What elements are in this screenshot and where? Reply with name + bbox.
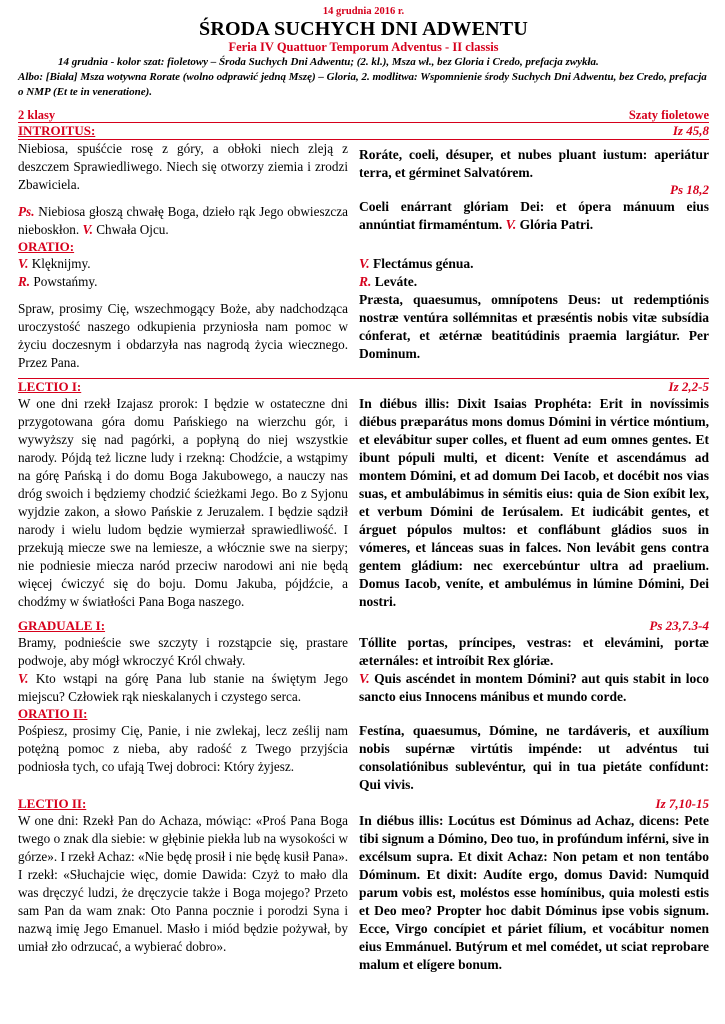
- rubric-line-2: Albo: [Biała] Msza wotywna Rorate (wolno odprawić jedną Mszę) – Gloria, 2. modlitwa: Wspomnienie środy Suchych Dni Adwentu, bez Credo, prefacja o NMP (Et te in veneratione).: [18, 71, 707, 98]
- versicle-mark: V.: [18, 256, 29, 271]
- response-mark: R.: [359, 274, 372, 289]
- introitus-header: [18, 123, 709, 140]
- lectio1-header: [18, 378, 709, 395]
- graduale-v-la: Quis ascéndet in montem Dómini? aut quis stabit in loco sancto eius Innocens mánibus et mundo corde.: [359, 671, 709, 704]
- lectio2-section: [18, 812, 709, 974]
- graduale-versicle-pl: [18, 670, 348, 706]
- graduale-section: [18, 634, 709, 706]
- gloria-la: Glória Patri.: [519, 217, 594, 232]
- page-title: ŚRODA SUCHYCH DNI ADWENTU: [199, 18, 528, 40]
- rubric-line-1: 14 grudnia - kolor szat: fioletowy – Środa Suchych Dni Adwentu; (2. kl.), Msza wł., bez Gloria i Credo, prefacja zwykła.: [58, 56, 599, 68]
- lectio1-section: [18, 395, 709, 611]
- oratio2-heading: ORATIO II:: [18, 706, 88, 721]
- oratio-response-pl: [18, 273, 348, 291]
- missal-page: [18, 5, 709, 974]
- oratio-r-pl: Powstańmy.: [33, 274, 98, 289]
- lectio2-header: [18, 796, 709, 812]
- oratio-r-la: Leváte.: [374, 274, 418, 289]
- versicle-mark: V.: [359, 256, 370, 271]
- ps-mark: Ps.: [18, 204, 35, 219]
- oratio2-pl: Pośpiesz, prosimy Cię, Panie, i nie zwlekaj, lecz ześlij nam potężną pomoc z nieba, aby radość z Twego przyjścia podniosła tych, co ufają Twej dobroci: Który żyjesz.: [18, 723, 348, 774]
- introitus-psalm-la-text: Coeli enárrant glóriam Dei: et ópera mánuum eius annúntiat firmaméntum.: [359, 199, 709, 232]
- oratio-section: [18, 239, 709, 372]
- rubric-info: [18, 55, 709, 100]
- vestments-label: Szaty fioletowe: [628, 108, 709, 122]
- introitus-psalm-la: [359, 198, 709, 234]
- oratio-versicle-pl: [18, 255, 348, 273]
- introitus-la: Roráte, coeli, désuper, et nubes pluant iustum: aperiátur terra, et gérminet Salvatórem.: [359, 147, 709, 180]
- graduale-pl: Bramy, podnieście swe szczyty i rozstąpcie się, prastare podwoje, aby mógł wkroczyć Król chwały.: [18, 635, 348, 668]
- introitus-section: [18, 140, 709, 239]
- gloria-pl: Chwała Ojcu.: [96, 222, 169, 237]
- oratio-heading: ORATIO:: [18, 239, 75, 254]
- graduale-header: [18, 618, 709, 634]
- oratio-versicle-la: [359, 255, 709, 273]
- oratio-v-pl: Klęknijmy.: [31, 256, 91, 271]
- lectio1-ref: Iz 2,2-5: [668, 379, 709, 394]
- class-label: 2 klasy: [18, 108, 56, 122]
- date-line: 14 grudnia 2016 r.: [322, 6, 405, 17]
- lectio1-la: In diébus illis: Dixit Isaias Prophéta: Erit in novíssimis diébus præparátus mons domus Dómini in vértice móntium, et elevábitur super colles, et fluent ad eum omnes gentes. Et ibunt pópuli multi, et dicent: Veníte et ascendámus ad montem Dómini, et ad domum Dei Iacob, et docébit nos vias suas, et ambulábimus in sémitis eius: quia de Sion exíbit lex, et verbum Dómini de Ierúsalem. Et iudicábit gentes, et árguet pópulos multos: et conflábunt gládios suos in vómeres, et lánceas suas in falces. Non levábit gens contra gentem gládium: nec exercebúntur ultra ad praelium. Domus Iacob, veníte, et ambulémus in lúmine Dómini, Dei nostri.: [359, 396, 709, 609]
- class-row: [18, 108, 709, 123]
- oratio-response-la: [359, 273, 709, 291]
- introitus-psalm-pl-text: Niebiosa głoszą chwałę Boga, dzieło rąk Jego obwieszcza nieboskłon.: [18, 204, 348, 237]
- graduale-heading: GRADUALE I:: [18, 618, 106, 633]
- graduale-la: Tóllite portas, príncipes, vestras: et elevámini, portæ æternáles: et introíbit Rex glóriæ.: [359, 635, 709, 668]
- graduale-ref: Ps 23,7.3-4: [649, 618, 709, 633]
- lectio2-la: In diébus illis: Locútus est Dóminus ad Achaz, dicens: Pete tibi signum a Dómino, Deo tuo, in profúndum inférni, sive in excélsum supra. Et dixit Achaz: Non petam et non tentábo Dóminum. Et dixit: Audíte ergo, domus David: Numquid parum vobis est, moléstos esse homínibus, quia molesti estis et Deo meo? Propter hoc dabit Dóminus ipse vobis signum. Ecce, Virgo concípiet et páriet fílium, et vocábitur nomen eius Emmánuel. Butýrum et mel comédet, ut sciat reprobare malum et elígere bonum.: [359, 813, 709, 972]
- introitus-psalm-pl: [18, 203, 348, 239]
- introitus-pl: Niebiosa, spuśćcie rosę z góry, a obłoki niech zleją z deszczem Sprawiedliwego. Niech się otworzy ziemia i zrodzi Zbawiciela.: [18, 141, 348, 192]
- response-mark: R.: [18, 274, 31, 289]
- oratio-la: Præsta, quaesumus, omnípotens Deus: ut redemptiónis nostræ ventúra sollémnitas et præséntis nobis vitæ subsídia cónferat, et ætérnæ beatitúdinis praemia largiátur. Per Dominum.: [359, 292, 709, 361]
- versicle-mark: V.: [82, 222, 93, 237]
- oratio-v-la: Flectámus génua.: [373, 256, 474, 271]
- introitus-ref: Iz 45,8: [672, 123, 709, 138]
- oratio-pl: Spraw, prosimy Cię, wszechmogący Boże, aby nadchodząca uroczystość naszego odkupienia przyniosła nam pomoc w życiu doczesnym i obdarzyła nas nagrodą życia wiecznego. Przez Pana.: [18, 301, 348, 370]
- graduale-versicle-la: [359, 670, 709, 706]
- graduale-v-pl: Kto wstąpi na górę Pana lub stanie na świętym Jego miejscu? Człowiek rąk nieskalanych i czystego serca.: [18, 671, 348, 704]
- versicle-mark: V.: [505, 217, 517, 232]
- versicle-mark: V.: [359, 671, 370, 686]
- introitus-heading: INTROITUS:: [18, 123, 96, 138]
- lectio2-heading: LECTIO II:: [18, 796, 87, 811]
- lectio1-pl: W one dni rzekł Izajasz prorok: I będzie w ostateczne dni przygotowana góra domu Pańskiego na wierzchu gór, i wywyższy się nad pagórki, a popłyną do niej wszystkie narody. Pójdą też liczne ludy i rzekną: Chodźcie, a wstąpimy na górę Pańską i do domu Boga Jakubowego, a nauczy nas dróg swoich i będziemy chodzić ścieżkami Jego. Bo z Syjonu wyjdzie zakon, a słowo Pańskie z Jeruzalem. I będzie sądził narody i wielu ludom będzie wymierzał sprawiedliwość. I przekują miecze swe na lemiesze, a włócznie swe na sierpy; nie podniesie miecza naród przeciw narodowi ani nie będą więcej ćwiczyć się do boju. Domu Jakuba, pójdźcie, a chodźmy w światłości Pana Boga naszego.: [18, 396, 348, 609]
- lectio2-ref: Iz 7,10-15: [655, 796, 709, 811]
- lectio1-heading: LECTIO I:: [18, 379, 82, 394]
- lectio2-pl: W one dni: Rzekł Pan do Achaza, mówiąc: «Proś Pana Boga twego o znak dla siebie: w głębinie piekła lub na wysokości w górze». I rzekł Achaz: «Nie będę prosił i nie będę kusił Pana». I rzekł: «Słuchajcie więc, domie Dawida: Czyż to mało dla was dręczyć ludzi, że dręczycie także i Boga mojego? Przeto sam Pan da wam znak: Oto Panna pocznie i porodzi Syna i nazwą imię Jego Emanuel. Masło i miód będzie pożywał, by umiał zło odrzucać, a wybierać dobro».: [18, 813, 348, 954]
- oratio2-la: Festína, quaesumus, Dómine, ne tardáveris, et auxílium nobis supérnæ virtútis impénde: ut advéntus tui consolatiónibus sublevéntur, qui in tua pietáte confídunt: Qui vivis.: [359, 723, 709, 792]
- oratio2-section: [18, 706, 709, 794]
- page-subtitle: Feria IV Quattuor Temporum Adventus - II classis: [228, 40, 499, 54]
- versicle-mark: V.: [18, 671, 29, 686]
- introitus-psalm-ref: Ps 18,2: [670, 182, 709, 197]
